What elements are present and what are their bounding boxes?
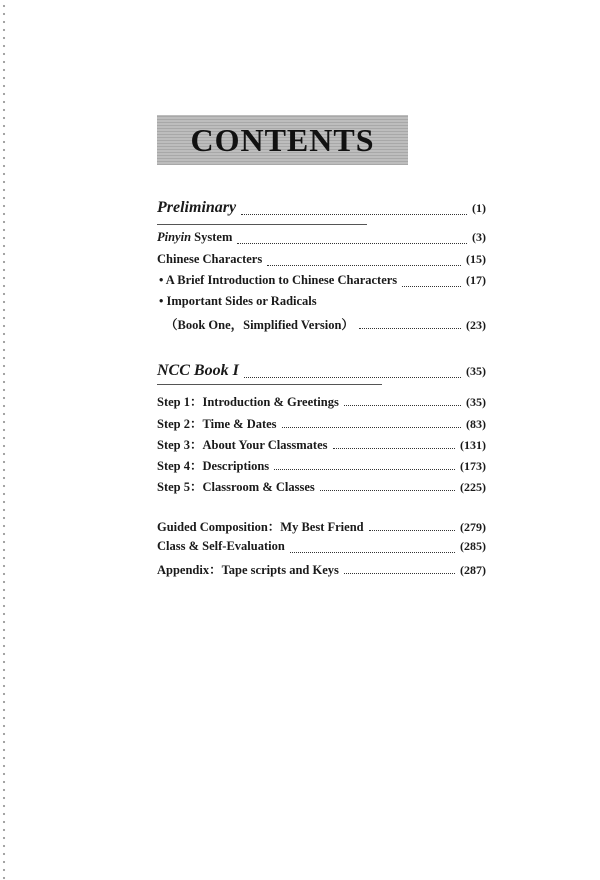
toc-entry-ncc-book-1[interactable] xyxy=(157,362,486,386)
dot-leader xyxy=(344,404,461,406)
section-underline xyxy=(157,224,367,225)
toc-entry-step-4[interactable] xyxy=(157,456,486,476)
dot-leader xyxy=(359,327,461,329)
toc-label: Class & Self-Evaluation xyxy=(157,539,285,553)
toc-label: Step 1：Introduction & Greetings xyxy=(157,395,339,409)
toc-page-number: (173) xyxy=(460,459,486,473)
dot-leader xyxy=(290,551,455,553)
dot-leader xyxy=(237,242,467,244)
toc-page-number: (83) xyxy=(466,417,486,431)
dot-leader xyxy=(402,285,461,287)
toc-label: Appendix：Tape scripts and Keys xyxy=(157,563,339,577)
toc-label: Step 2：Time & Dates xyxy=(157,417,277,431)
toc-page-number: (225) xyxy=(460,480,486,494)
toc-page-number: (35) xyxy=(466,395,486,409)
page-title: CONTENTS xyxy=(190,121,375,158)
toc-entry-book-one-simplified[interactable] xyxy=(157,315,486,335)
toc-label: Pinyin System xyxy=(157,230,233,244)
toc-label: • Important Sides or Radicals xyxy=(159,294,317,308)
toc-entry-brief-introduction[interactable] xyxy=(157,273,486,293)
toc-page-number: (279) xyxy=(460,520,486,534)
toc-label: Chinese Characters xyxy=(157,252,263,266)
contents-title-banner xyxy=(157,115,408,165)
toc-page-number: (287) xyxy=(460,563,486,577)
toc-page-number: (1) xyxy=(472,201,486,215)
dot-leader xyxy=(282,426,461,428)
toc-entry-appendix[interactable] xyxy=(157,560,486,580)
toc-label: • A Brief Introduction to Chinese Characters xyxy=(159,273,398,287)
toc-page-number: (17) xyxy=(466,273,486,287)
toc-entry-chinese-characters[interactable] xyxy=(157,252,486,272)
toc-entry-step-1[interactable] xyxy=(157,392,486,412)
dot-leader xyxy=(267,264,461,266)
toc-page-number: (35) xyxy=(466,364,486,378)
toc-page-number: (23) xyxy=(466,318,486,332)
spiral-binding-holes xyxy=(0,0,8,880)
toc-label: Step 4：Descriptions xyxy=(157,459,270,473)
toc-page-number: (285) xyxy=(460,539,486,553)
toc-label: NCC Book I xyxy=(157,362,239,379)
dot-leader xyxy=(320,489,455,491)
toc-label: Step 5：Classroom & Classes xyxy=(157,480,315,494)
toc-label: （Book One，Simplified Version） xyxy=(165,318,354,332)
dot-leader xyxy=(241,213,467,215)
toc-label: Step 3：About Your Classmates xyxy=(157,438,328,452)
toc-entry-step-5[interactable] xyxy=(157,477,486,497)
toc-page-number: (15) xyxy=(466,252,486,266)
dot-leader xyxy=(344,572,455,574)
toc-label: Preliminary xyxy=(157,199,237,216)
toc-entry-step-2[interactable] xyxy=(157,414,486,434)
section-underline xyxy=(157,384,382,385)
toc-entry-guided-composition[interactable] xyxy=(157,517,486,537)
toc-page-number: (3) xyxy=(472,230,486,244)
dot-leader xyxy=(274,468,455,470)
toc-entry-step-3[interactable] xyxy=(157,435,486,455)
toc-entry-class-self-evaluation[interactable] xyxy=(157,539,486,559)
toc-entry-pinyin-system[interactable] xyxy=(157,230,486,250)
dot-leader xyxy=(369,529,455,531)
toc-page-number: (131) xyxy=(460,438,486,452)
dot-leader xyxy=(333,447,455,449)
dot-leader xyxy=(244,376,461,378)
toc-entry-important-sides[interactable] xyxy=(157,294,486,314)
toc-label: Guided Composition：My Best Friend xyxy=(157,520,364,534)
toc-entry-preliminary[interactable] xyxy=(157,199,486,223)
